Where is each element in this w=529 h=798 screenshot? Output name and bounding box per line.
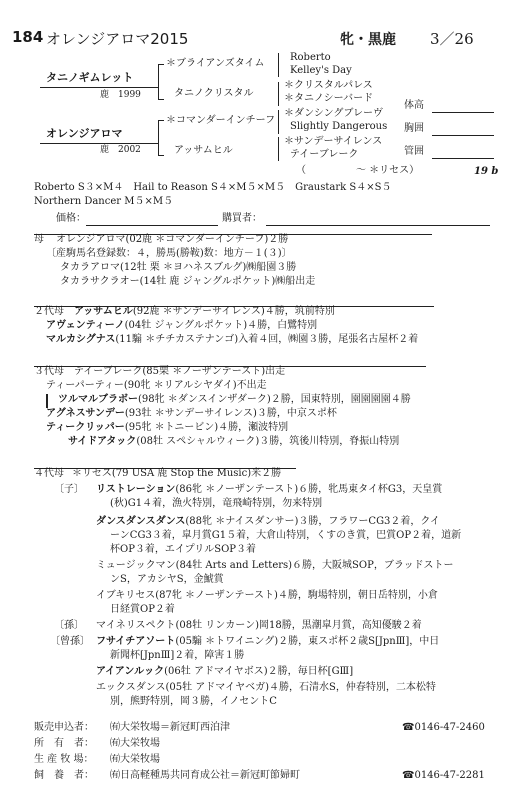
- second-dam-name: アッサムヒル: [74, 306, 133, 317]
- fourth-entry-1-cont: (秋)G1４着，漁火特別，竜飛崎特別，勿来特別: [110, 498, 323, 509]
- third-dam-line-2: ティーパーティー(90牝 ＊リアルシヤダイ)不出走: [46, 380, 267, 391]
- dam-info: 鹿 2002: [100, 145, 141, 155]
- seller-label: 販売申込者：: [34, 722, 94, 733]
- second-dam-foal-2: マルカシグナス: [46, 334, 116, 345]
- sire-info: 鹿 1999: [100, 90, 141, 100]
- second-dam-foal-2-detail: (11騸 ＊チチカステナンゴ)入着４回，㈱園３勝，尾張名古屋杯２着: [115, 334, 419, 345]
- price-label: 価格：: [56, 213, 86, 224]
- dam-underline: [40, 143, 158, 144]
- fourth-entry-8: エックスダンス(05牡 アドマイヤベガ)４勝，石清水S，仲春特別，二本松特: [96, 682, 436, 693]
- third-dam-foal-4-detail: (08牡 スペシャルウィーク)３勝，筑後川特別，脊振山特別: [136, 436, 400, 447]
- sex-color: 牝・黒鹿: [340, 32, 396, 48]
- fourth-entry-1-detail: (86牝 ＊ノーザンテースト)６勝，牝馬東タイ杯G3，天皇賞: [175, 484, 443, 495]
- owner-label: 所 有 者：: [34, 738, 94, 749]
- sire-sire-sire: Roberto: [290, 52, 331, 63]
- third-dam-line-1: テイーブレーク(85栗 ＊ノーザンテースト)出走: [74, 366, 286, 377]
- sire-sire: ＊ブライアンズタイム: [166, 58, 265, 69]
- inbreeding-line-1: Roberto S３×M４ Hail to Reason S４×M５×M５ Graustark S４×S５: [34, 182, 392, 193]
- inbreeding-line-2: Northern Dancer M５×M５: [34, 196, 174, 207]
- fourth-entry-6-cont: 新聞杯[JpnⅢ]２着，障害１勝: [110, 650, 245, 661]
- dam-dam: アッサムヒル: [174, 145, 233, 156]
- sire-sire-dam: Kelley's Day: [290, 65, 352, 76]
- second-dam-foal-1: アヴェンティーノ: [46, 320, 125, 331]
- sou-label: 〔曾孫〕: [50, 636, 90, 647]
- fourth-entry-6-detail: (05騸 ＊トワイニング)２勝，東スポ杯２歳S[JpnⅢ]，中日: [175, 636, 440, 647]
- fourth-entry-7: アイアンルック: [96, 666, 165, 677]
- fourth-entry-8-cont: 別，熊野特別，岡３勝，イノセントC: [110, 696, 277, 707]
- third-dam-foal-2-detail: (93牡 ＊サンデーサイレンス)３勝，中京スポ杯: [124, 408, 337, 419]
- family-note: （ 〜 ＊リセス）: [296, 165, 420, 176]
- third-dam-foal-1-detail: (98牝 ＊ダンスインザダーク)２勝，国東特別，園園園園４勝: [138, 394, 411, 405]
- dam-sire-dam: Slightly Dangerous: [290, 121, 388, 132]
- dam-bracket: [158, 120, 159, 156]
- fourth-entry-4: イブキリセス(87牝 ＊ノーザンテースト)４勝，駒場特別，朝日岳特別，小倉: [96, 590, 438, 601]
- dam-line-1: オレンジアロマ(02鹿 ＊コマンダーインチーフ)２勝: [56, 234, 289, 245]
- second-dam-detail: (92鹿 ＊サンデーサイレンス)４勝，筑前特別: [132, 306, 335, 317]
- second-dam-foal-1-detail: (04牡 ジャングルポケット)４勝，白鷺特別: [124, 320, 318, 331]
- keeper-value: ㈲日高軽種馬共同育成公社＝新冠町節婦町: [110, 770, 300, 781]
- dam-dam-dam: テイーブレーク: [290, 149, 359, 160]
- second-dam-tag: ２代母: [34, 306, 64, 317]
- sire-name: タニノギムレット: [46, 71, 134, 84]
- owner-value: ㈲大栄牧場: [110, 738, 160, 749]
- ko-label: 〔子〕: [54, 484, 84, 495]
- dam-tag: 母: [34, 234, 44, 245]
- cannon-label: 管囲: [404, 146, 424, 157]
- fourth-entry-2-cont2: 杯OP３着，エイプリルSOP３着: [110, 544, 257, 555]
- dam-line-3: タカラアロマ(12牡 栗 ＊ヨハネスブルグ)㈱船園３勝: [60, 262, 297, 273]
- third-dam-foal-3-detail: (95牝 ＊トニービン)４勝，瀬波特別: [124, 422, 289, 433]
- fourth-dam-head: ＊リセス(79 USA 鹿 Stop the Music)米２勝: [72, 468, 282, 479]
- keeper-tel: ☎0146-47-2281: [402, 770, 485, 781]
- sire-underline: [40, 87, 158, 88]
- dam-line-4: タカラサクラオー(14牡 鹿 ジャングルポケット)㈱船出走: [60, 276, 316, 287]
- sire-dam-dam: ＊タニノシーバード: [284, 93, 374, 104]
- buyer-label: 購買者：: [222, 213, 262, 224]
- dam-dam-sire: ＊サンデーサイレンス: [284, 136, 383, 147]
- fourth-entry-2-detail: (88牝 ＊ナイスダンサー)３勝，フラワーCG3２着，クイ: [185, 516, 440, 527]
- sire-bracket: [158, 64, 159, 100]
- mago-label: 〔孫〕: [54, 620, 84, 631]
- fourth-entry-3-cont: ンS，アカシヤS，金鯱賞: [110, 574, 224, 585]
- breeder-label: 生 産 牧 場：: [34, 754, 94, 765]
- fourth-entry-3: ミュージックマン(84牡 Arts and Letters)６勝，大阪城SOP，ブラッドストー: [96, 560, 454, 571]
- third-dam-foal-3: ティークリッパー: [46, 422, 125, 433]
- seller-value: ㈲大栄牧場＝新冠町西泊津: [110, 722, 230, 733]
- breeder-value: ㈲大栄牧場: [110, 754, 160, 765]
- family-code: 19 b: [474, 166, 499, 177]
- third-dam-foal-4: サイドアタック: [68, 436, 137, 447]
- fourth-entry-2-cont: ーンCG3３着，皐月賞G1５着，大倉山特別，くすのき賞，巴賞OP２着，道新: [110, 530, 462, 541]
- dam-sire-sire: ＊ダンシングブレーヴ: [284, 108, 383, 119]
- fourth-entry-4-cont: 日経賞OP２着: [110, 604, 175, 615]
- dam-line-2: 〔産駒馬名登録数：４，勝馬(勝鞍)数：地方－１(３)〕: [46, 248, 292, 259]
- third-dam-foal-2: アグネスサンデー: [46, 408, 125, 419]
- birth-date: 3／26: [430, 30, 474, 48]
- chest-label: 胸囲: [404, 123, 424, 134]
- sire-dam-sire: ＊クリスタルパレス: [284, 80, 373, 91]
- lot-number: 184: [12, 28, 44, 46]
- seller-tel: ☎0146-47-2460: [402, 722, 485, 733]
- horse-name: オレンジアロマ2015: [46, 30, 189, 48]
- sire-dam: タニノクリスタル: [174, 88, 254, 99]
- dam-name: オレンジアロマ: [46, 127, 123, 140]
- fourth-entry-7-detail: (06牡 アドマイヤボス)２勝，毎日杯[GⅢ]: [164, 666, 354, 677]
- fourth-dam-tag: ４代母: [34, 468, 64, 479]
- height-label: 体高: [404, 100, 424, 111]
- fourth-entry-5: マイネリスペクト(08牡 リンカーン)岡18勝，黒潮皐月賞，高知優駿２着: [96, 620, 422, 631]
- fourth-entry-1: リストレーション: [96, 484, 176, 495]
- dam-sire: ＊コマンダーインチーフ: [166, 115, 276, 126]
- third-dam-foal-1: ツルマルブラボー: [58, 394, 138, 405]
- third-dam-tag: ３代母: [34, 366, 64, 377]
- fourth-entry-6: フサイチアソート: [96, 636, 176, 647]
- fourth-entry-2: ダンスダンスダンス: [96, 516, 186, 527]
- keeper-label: 飼 養 者：: [34, 770, 94, 781]
